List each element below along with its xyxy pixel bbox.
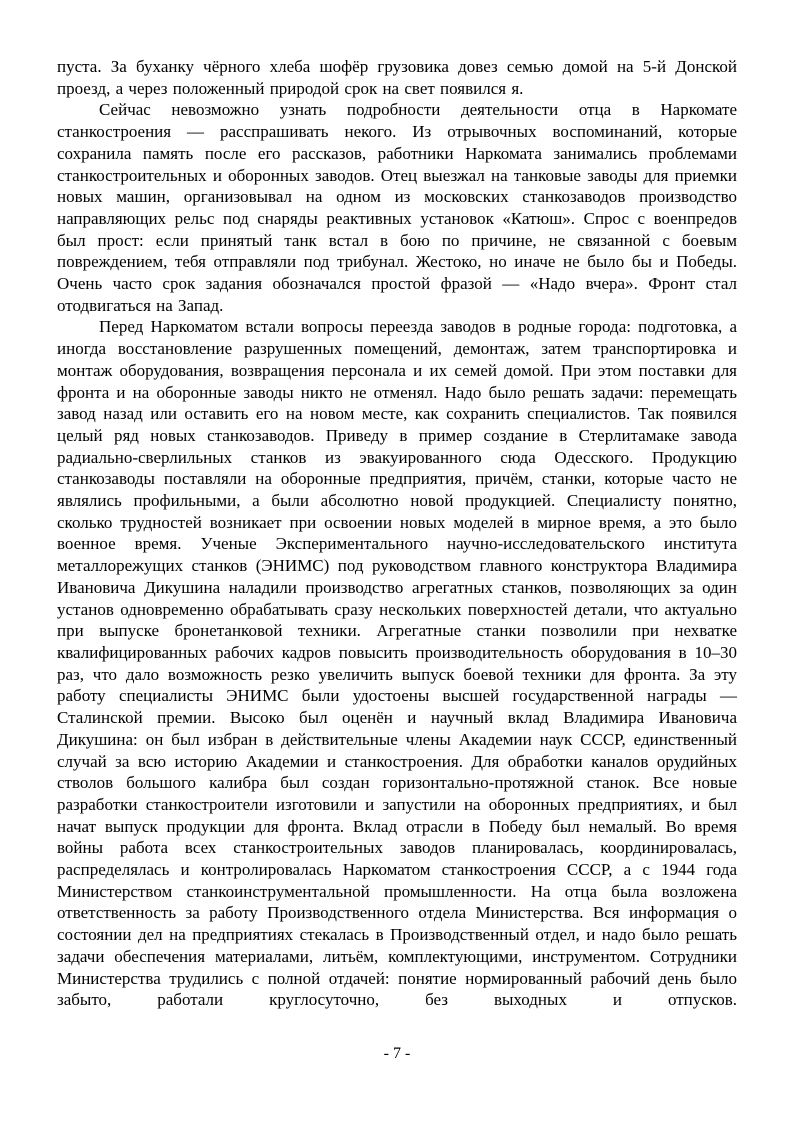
paragraph-narkomat: Сейчас невозможно узнать подробности деятельности отца в Наркомате станкостроения — расспрашивать некого. Из отрывочных воспоминаний, которые сохранила память после его рассказов, работники Наркомата занимались проблемами станкостроительных и оборонных заводов. Отец выезжал на танковые заводы для приемки новых машин, организовывал на одном из московских станкозаводов производство направляющих рельс под снаряды реактивных установок «Катюш». Спрос с военпредов был прост: если принятый танк встал в бою по причине, не связанной с боевым повреждением, тебя отправляли под трибунал. Жестоко, но иначе не было бы и Победы. Очень часто срок задания обозначался простой фразой — «Надо вчера». Фронт стал отодвигаться на Запад.	[57, 100, 737, 315]
paragraph-factories-relocation: Перед Наркоматом встали вопросы переезда заводов в родные города: подготовка, а иногда восстановление разрушенных помещений, демонтаж, затем транспортировка и монтаж оборудования, возвращения персонала и их семей домой. При этом поставки для фронта и на оборонные заводы никто не отменял. Надо было решать задачи: перемещать завод назад или оставить его на новом месте, как сохранить специалистов. Так появился целый ряд новых станкозаводов. Приведу в пример создание в Стерлитамаке завода радиально-сверлильных станков из эвакуированного сюда Одесского. Продукцию станкозаводы поставляли на оборонные предприятия, причём, станки, которые часто не являлись профильными, а были абсолютно новой продукцией. Специалисту понятно, сколько трудностей возникает при освоении новых моделей в мирное время, а это было военное время. Ученые Экспериментального научно-исследовательского института металлорежущих станков (ЭНИМС) под руководством главного конструктора Владимира Ивановича Дикушина наладили производство агрегатных станков, позволяющих за один установ одновременно обрабатывать сразу нескольких поверхностей детали, что актуально при выпуске бронетанковой техники. Агрегатные станки позволили при нехватке квалифицированных рабочих кадров повысить производительность оборудования в 10–30 раз, что дало возможность резко увеличить выпуск боевой техники для фронта. За эту работу специалисты ЭНИМС были удостоены высшей государственной награды — Сталинской премии. Высоко был оценён и научный вклад Владимира Ивановича Дикушина: он был избран в действительные члены Академии наук СССР, единственный случай за всю историю Академии и станкостроения. Для обработки каналов орудийных стволов большого калибра был создан горизонтально-протяжной станок. Все новые разработки станкостроители изготовили и запустили на оборонных предприятиях, и был начат выпуск продукции для фронта. Вклад отрасли в Победу был немалый. Во время войны работа всех станкостроительных заводов планировалась, координировалась, распределялась и контролировалась Наркоматом станкостроения СССР, а с 1944 года Министерством станкоинструментальной промышленности. На отца была возложена ответственность за работу Производственного отдела Министерства. Вся информация о состоянии дел на предприятиях стекалась в Производственный отдел, и надо было решать задачи обеспечения материалами, литьём, комплектующими, инструментом. Сотрудники Министерства трудились с полной отдачей: понятие нормированный рабочий день было забыто, работали круглосуточно, без выходных и отпусков.	[57, 317, 737, 1010]
page-body-text	[57, 56, 737, 1011]
paragraph-continuation: пуста. За буханку чёрного хлеба шофёр грузовика довез семью домой на 5-й Донской проезд, а через положенный природой срок на свет появился я.	[57, 57, 737, 98]
page-number: - 7 -	[383, 1045, 411, 1062]
